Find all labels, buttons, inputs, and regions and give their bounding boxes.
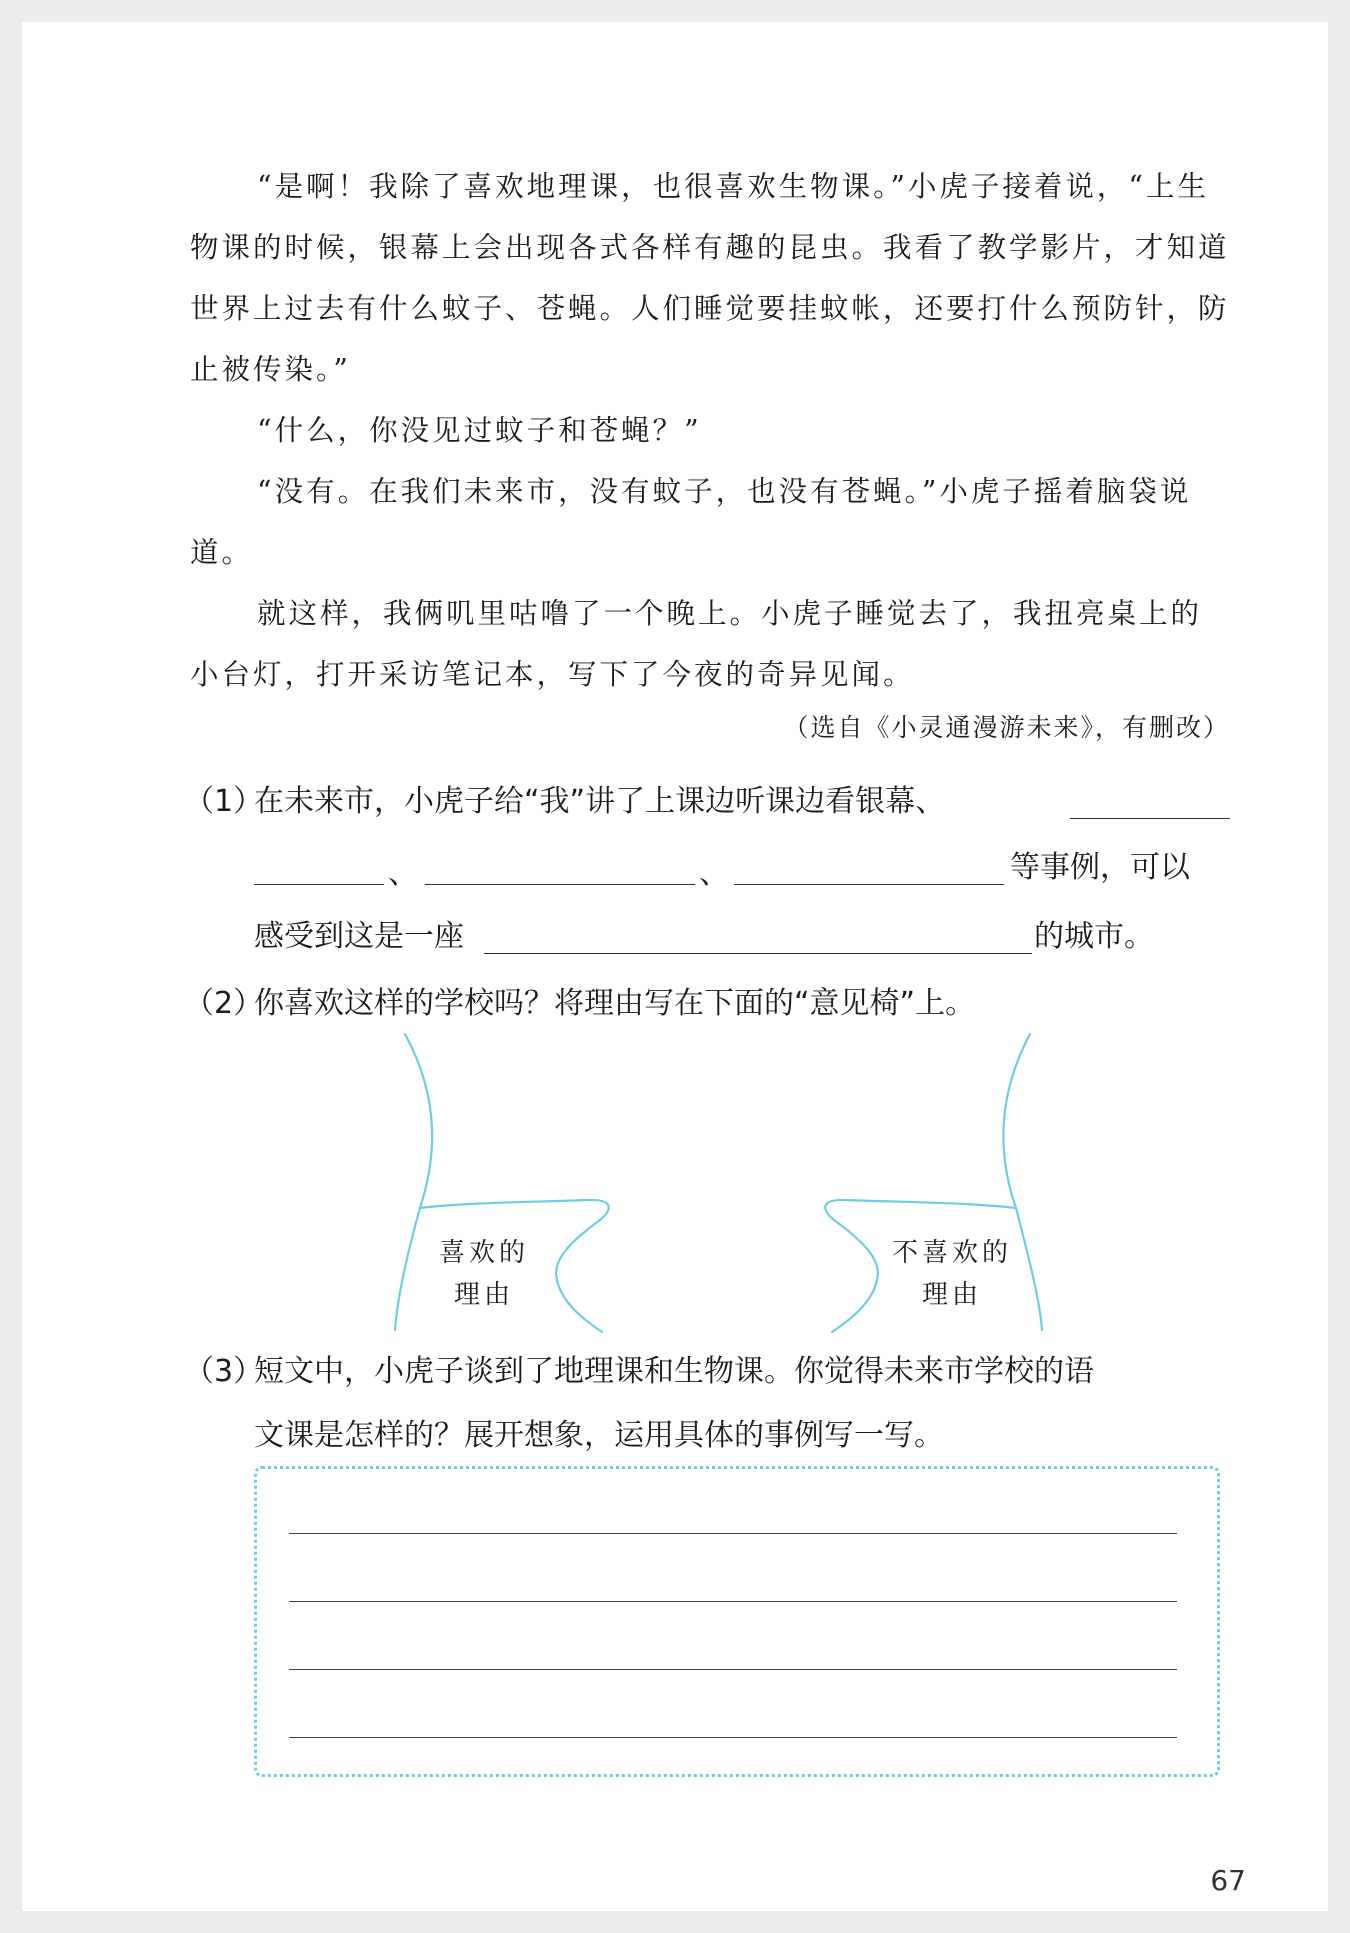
q3-text-line1: 短文中，小虎子谈到了地理课和生物课。你觉得未来市学校的语 [254, 1354, 1094, 1389]
q3-number: （3） [184, 1354, 264, 1389]
answer-line[interactable] [289, 1669, 1177, 1670]
q1-text-c: 感受到这是一座 [254, 919, 464, 954]
chair-like-label-line2: 理由 [453, 1280, 514, 1310]
q1-separator-2: 、 [699, 856, 729, 891]
q2-number: （2） [184, 986, 264, 1021]
answer-line[interactable] [289, 1737, 1177, 1738]
chair-like-label-line1: 喜欢的 [438, 1238, 529, 1268]
passage-paragraph-2: “什么，你没见过蚊子和苍蝇？” [257, 414, 702, 447]
chair-dislike-label-line1: 不喜欢的 [891, 1238, 1012, 1268]
answer-line[interactable] [289, 1533, 1177, 1534]
q3-text-line2: 文课是怎样的？展开想象，运用具体的事例写一写。 [254, 1418, 944, 1453]
q3-answer-box[interactable] [254, 1466, 1220, 1777]
q1-text-b: 等事例，可以 [1010, 850, 1190, 885]
q1-number: （1） [184, 784, 264, 819]
q2-text: 你喜欢这样的学校吗？将理由写在下面的“意见椅”上。 [254, 986, 976, 1021]
q1-text-d: 的城市。 [1034, 919, 1154, 954]
passage-paragraph-4: 就这样，我俩叽里咕噜了一个晚上。小虎子睡觉去了，我扭亮桌上的小台灯，打开采访笔记本，写下了今夜的奇异见闻。 [190, 597, 1203, 691]
workbook-page [22, 22, 1328, 1911]
page-number: 67 [1210, 1864, 1246, 1897]
passage-paragraph-3: “没有。在我们未来市，没有蚊子，也没有苍蝇。”小虎子摇着脑袋说道。 [190, 475, 1192, 569]
chair-dislike-label-line2: 理由 [921, 1280, 982, 1310]
q1-text-a: 在未来市，小虎子给“我”讲了上课边听课边看银幕、 [254, 784, 946, 819]
answer-line[interactable] [289, 1601, 1177, 1602]
q1-separator-1: 、 [388, 856, 418, 891]
passage-paragraph-1: “是啊！我除了喜欢地理课，也很喜欢生物课。”小虎子接着说，“上生物课的时候，银幕上会出现各式各样有趣的昆虫。我看了教学影片，才知道世界上过去有什么蚊子、苍蝇。人们睡觉要挂蚊帐，还要打什么预防针，防止被传染。” [190, 170, 1230, 386]
passage-source: （选自《小灵通漫游未来》，有删改） [783, 713, 1230, 742]
